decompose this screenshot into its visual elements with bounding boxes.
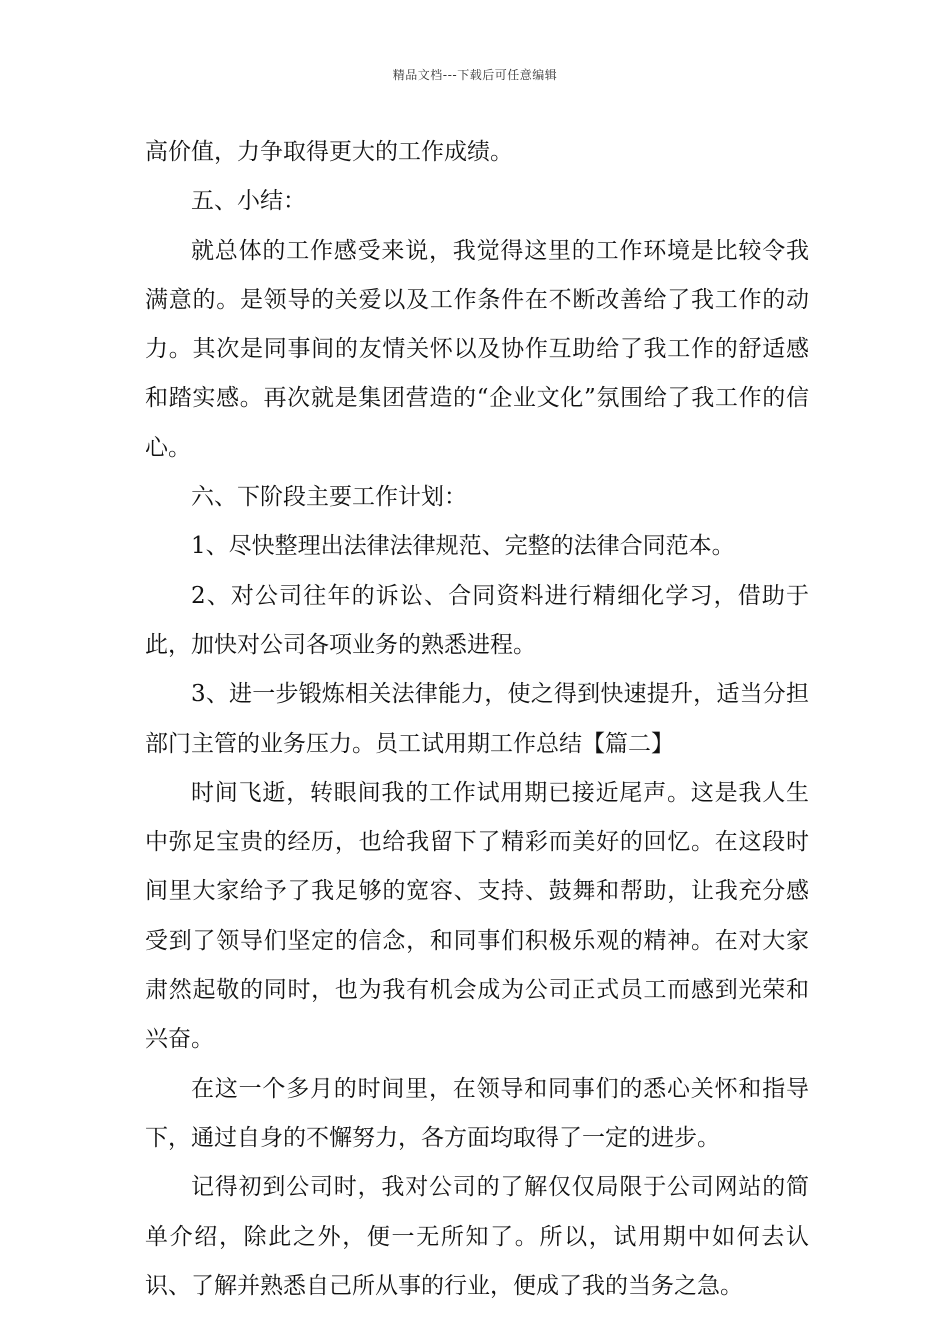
paragraph-time-flies: 时间飞逝，转眼间我的工作试用期已接近尾声。这是我人生中弥足宝贵的经历，也给我留下了精彩而美好的回忆。在这段时间里大家给予了我足够的宽容、支持、鼓舞和帮助，让我充分感受到了领导们坚定的信念，和同事们积极乐观的精神。在对大家肃然起敬的同时，也为我有机会成为公司正式员工而感到光荣和兴奋。 xyxy=(145,779,809,1053)
paragraph-1: 高价值，力争取得更大的工作成绩。 xyxy=(145,139,513,165)
page-header: 精品文档---下载后可任意编辑 xyxy=(392,68,558,82)
paragraph-first-arrival: 记得初到公司时，我对公司的了解仅仅局限于公司网站的简单介绍，除此之外，便一无所知了。所以，试用期中如何去认识、了解并熟悉自己所从事的行业，便成了我的当务之急。 xyxy=(145,1174,809,1299)
section-heading-summary: 五、小结： xyxy=(191,188,306,215)
plan-item-1: 1、尽快整理出法律法律规范、完整的法律合同范本。 xyxy=(191,533,735,560)
plan-item-3: 3、进一步锻炼相关法律能力，使之得到快速提升，适当分担部门主管的业务压力。员工试用期工作总结【篇二】 xyxy=(145,681,809,757)
section-heading-plan: 六、下阶段主要工作计划： xyxy=(191,484,467,511)
paragraph-progress: 在这一个多月的时间里，在领导和同事们的悉心关怀和指导下，通过自身的不懈努力，各方面均取得了一定的进步。 xyxy=(145,1075,809,1151)
plan-item-2: 2、对公司往年的诉讼、合同资料进行精细化学习，借助于此，加快对公司各项业务的熟悉进程。 xyxy=(145,582,809,658)
document-body xyxy=(145,128,809,1311)
paragraph-summary: 就总体的工作感受来说，我觉得这里的工作环境是比较令我满意的。是领导的关爱以及工作条件在不断改善给了我工作的动力。其次是同事间的友情关怀以及协作互助给了我工作的舒适感和踏实感。再次就是集团营造的“企业文化”氛围给了我工作的信心。 xyxy=(145,237,809,461)
